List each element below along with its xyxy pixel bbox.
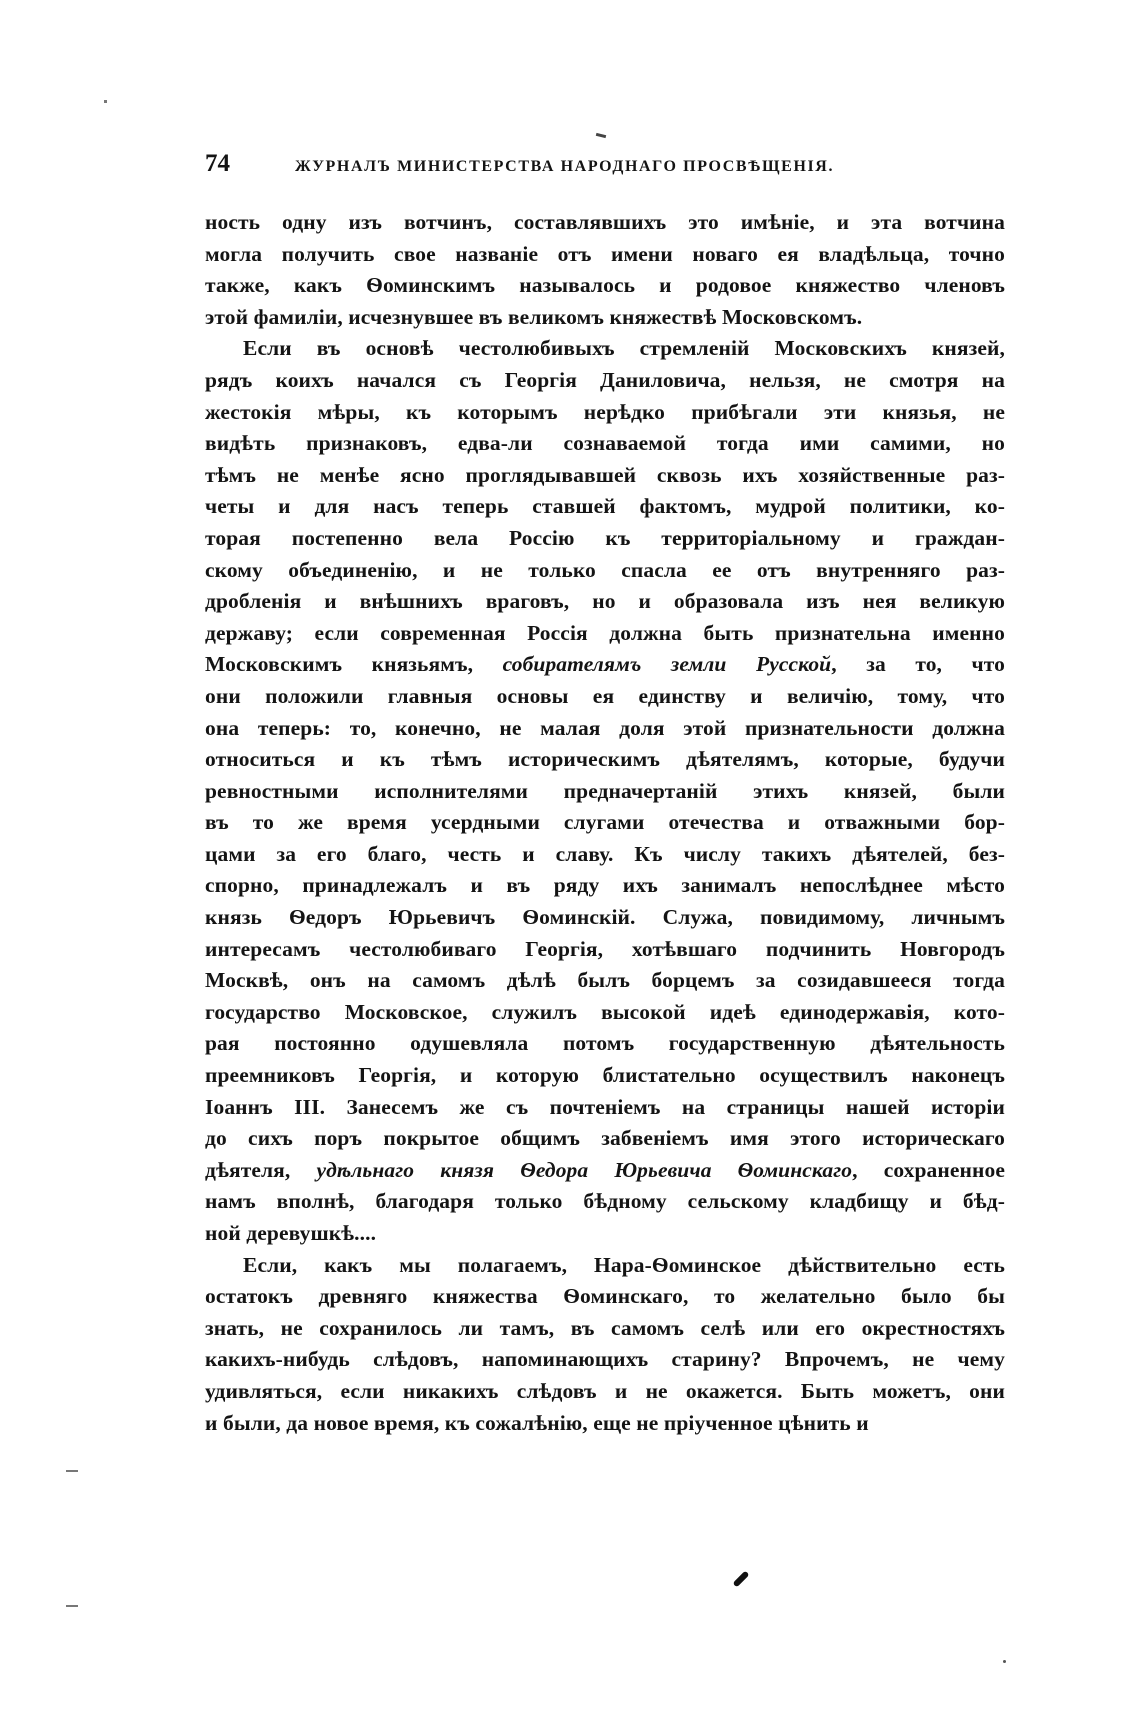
text-line: спорно, принадлежалъ и въ ряду ихъ занималъ непослѣднее мѣсто [205,873,1005,898]
text-line: намъ вполнѣ, благодаря только бѣдному сельскому кладбищу и бѣд- [205,1189,1005,1214]
text-segment: , сохраненное [852,1157,1006,1182]
text-segment: , за то, что [831,652,1005,677]
text-line: тѣмъ не менѣе ясно проглядывавшей сквозь ихъ хозяйственные раз- [205,462,1005,487]
text-line: могла получить свое названіе отъ имени новаго ея владѣльца, точно [205,241,1005,266]
page-number: 74 [205,150,230,177]
running-header [205,150,1005,186]
running-title: ЖУРНАЛЪ МИНИСТЕРСТВА НАРОДНАГО ПРОСВѢЩЕНІЯ. [295,158,835,175]
text-line: державу; если современная Россія должна быть признательна именно [205,620,1005,645]
text-line: видѣть признаковъ, едва-ли сознаваемой тогда ими самими, но [205,431,1005,456]
text-line: жестокія мѣры, къ которымъ нерѣдко прибѣгали эти князья, не [205,399,1005,424]
italic-phrase: собирателямъ земли Русской [502,652,832,677]
text-line: въ то же время усердными слугами отечества и отважными бор- [205,810,1005,835]
scan-speck [104,100,107,103]
text-line: удивляться, если никакихъ слѣдовъ и не окажется. Быть можетъ, они [205,1378,1005,1403]
text-line: ревностными исполнителями предначертаній этихъ князей, были [205,778,1005,803]
text-line: торая постепенно вела Россію къ территоріальному и граждан- [205,525,1005,550]
text-line [205,649,1005,681]
text-line: Москвѣ, онъ на самомъ дѣлѣ былъ борцемъ за созидавшееся тогда [205,968,1005,993]
text-line: остатокъ древняго княжества Ѳоминскаго, то желательно было бы [205,1284,1005,1309]
text-line: Если, какъ мы полагаемъ, Нара-Ѳоминское дѣйствительно есть [243,1252,1005,1277]
text-line: также, какъ Ѳоминскимъ называлось и родовое княжество членовъ [205,273,1005,298]
scan-edge-mark [66,1470,78,1472]
text-segment: Московскимъ князьямъ, [205,652,503,677]
text-line: они положили главныя основы ея единству и величію, тому, что [205,683,1005,708]
text-segment: дѣятеля, [205,1157,317,1182]
text-line: Если въ основѣ честолюбивыхъ стремленій Московскихъ князей, [243,336,1005,361]
text-line: ной деревушкѣ.... [205,1221,377,1245]
text-line: относиться и къ тѣмъ историческимъ дѣятелямъ, которые, будучи [205,747,1005,772]
text-line: и были, да новое время, къ сожалѣнію, еще не пріученное цѣнить и [205,1410,869,1435]
text-line: дробленія и внѣшнихъ враговъ, но и образовала изъ нея великую [205,589,1005,614]
text-line: государство Московское, служилъ высокой идеѣ единодержавія, кото- [205,999,1005,1024]
text-line: знать, не сохранилось ли тамъ, въ самомъ селѣ или его окрестностяхъ [205,1315,1005,1340]
text-line: этой фамиліи, исчезнувшее въ великомъ княжествѣ Московскомъ. [205,304,863,329]
text-line: какихъ-нибудь слѣдовъ, напоминающихъ старину? Впрочемъ, не чему [205,1347,1005,1372]
text-line: она теперь: то, конечно, не малая доля этой признательности должна [205,715,1005,740]
text-line: скому объединенію, и не только спасла ее отъ внутренняго раз- [205,557,1005,582]
text-line: цами за его благо, честь и славу. Къ числу такихъ дѣятелей, без- [205,841,1005,866]
text-line: рая постоянно одушевляла потомъ государственную дѣятельность [205,1031,1005,1056]
text-line [205,1155,1005,1187]
scan-speck [1003,1660,1006,1663]
text-line: князь Ѳедоръ Юрьевичъ Ѳоминскій. Служа, повидимому, личнымъ [205,905,1005,930]
text-line: Іоаннъ III. Занесемъ же съ почтеніемъ на страницы нашей исторіи [205,1094,1005,1119]
main-text [205,207,1005,1439]
text-line: ность одну изъ вотчинъ, составлявшихъ это имѣніе, и эта вотчина [205,210,1005,234]
scan-edge-mark [66,1605,78,1607]
ink-mark [733,1571,750,1588]
text-line: четы и для насъ теперь ставшей фактомъ, мудрой политики, ко- [205,494,1005,519]
italic-phrase: удѣльнаго князя Ѳедора Юрьевича Ѳоминскаго [316,1157,853,1182]
text-line: рядъ коихъ начался съ Георгія Даниловича, нельзя, не смотря на [205,367,1005,392]
text-line: преемниковъ Георгія, и которую блистательно осуществилъ наконецъ [205,1063,1005,1088]
print-mark [596,133,606,138]
text-line: до сихъ поръ покрытое общимъ забвеніемъ имя этого историческаго [205,1126,1005,1151]
text-line: интересамъ честолюбиваго Георгія, хотѣвшаго подчинить Новгородъ [205,936,1005,961]
